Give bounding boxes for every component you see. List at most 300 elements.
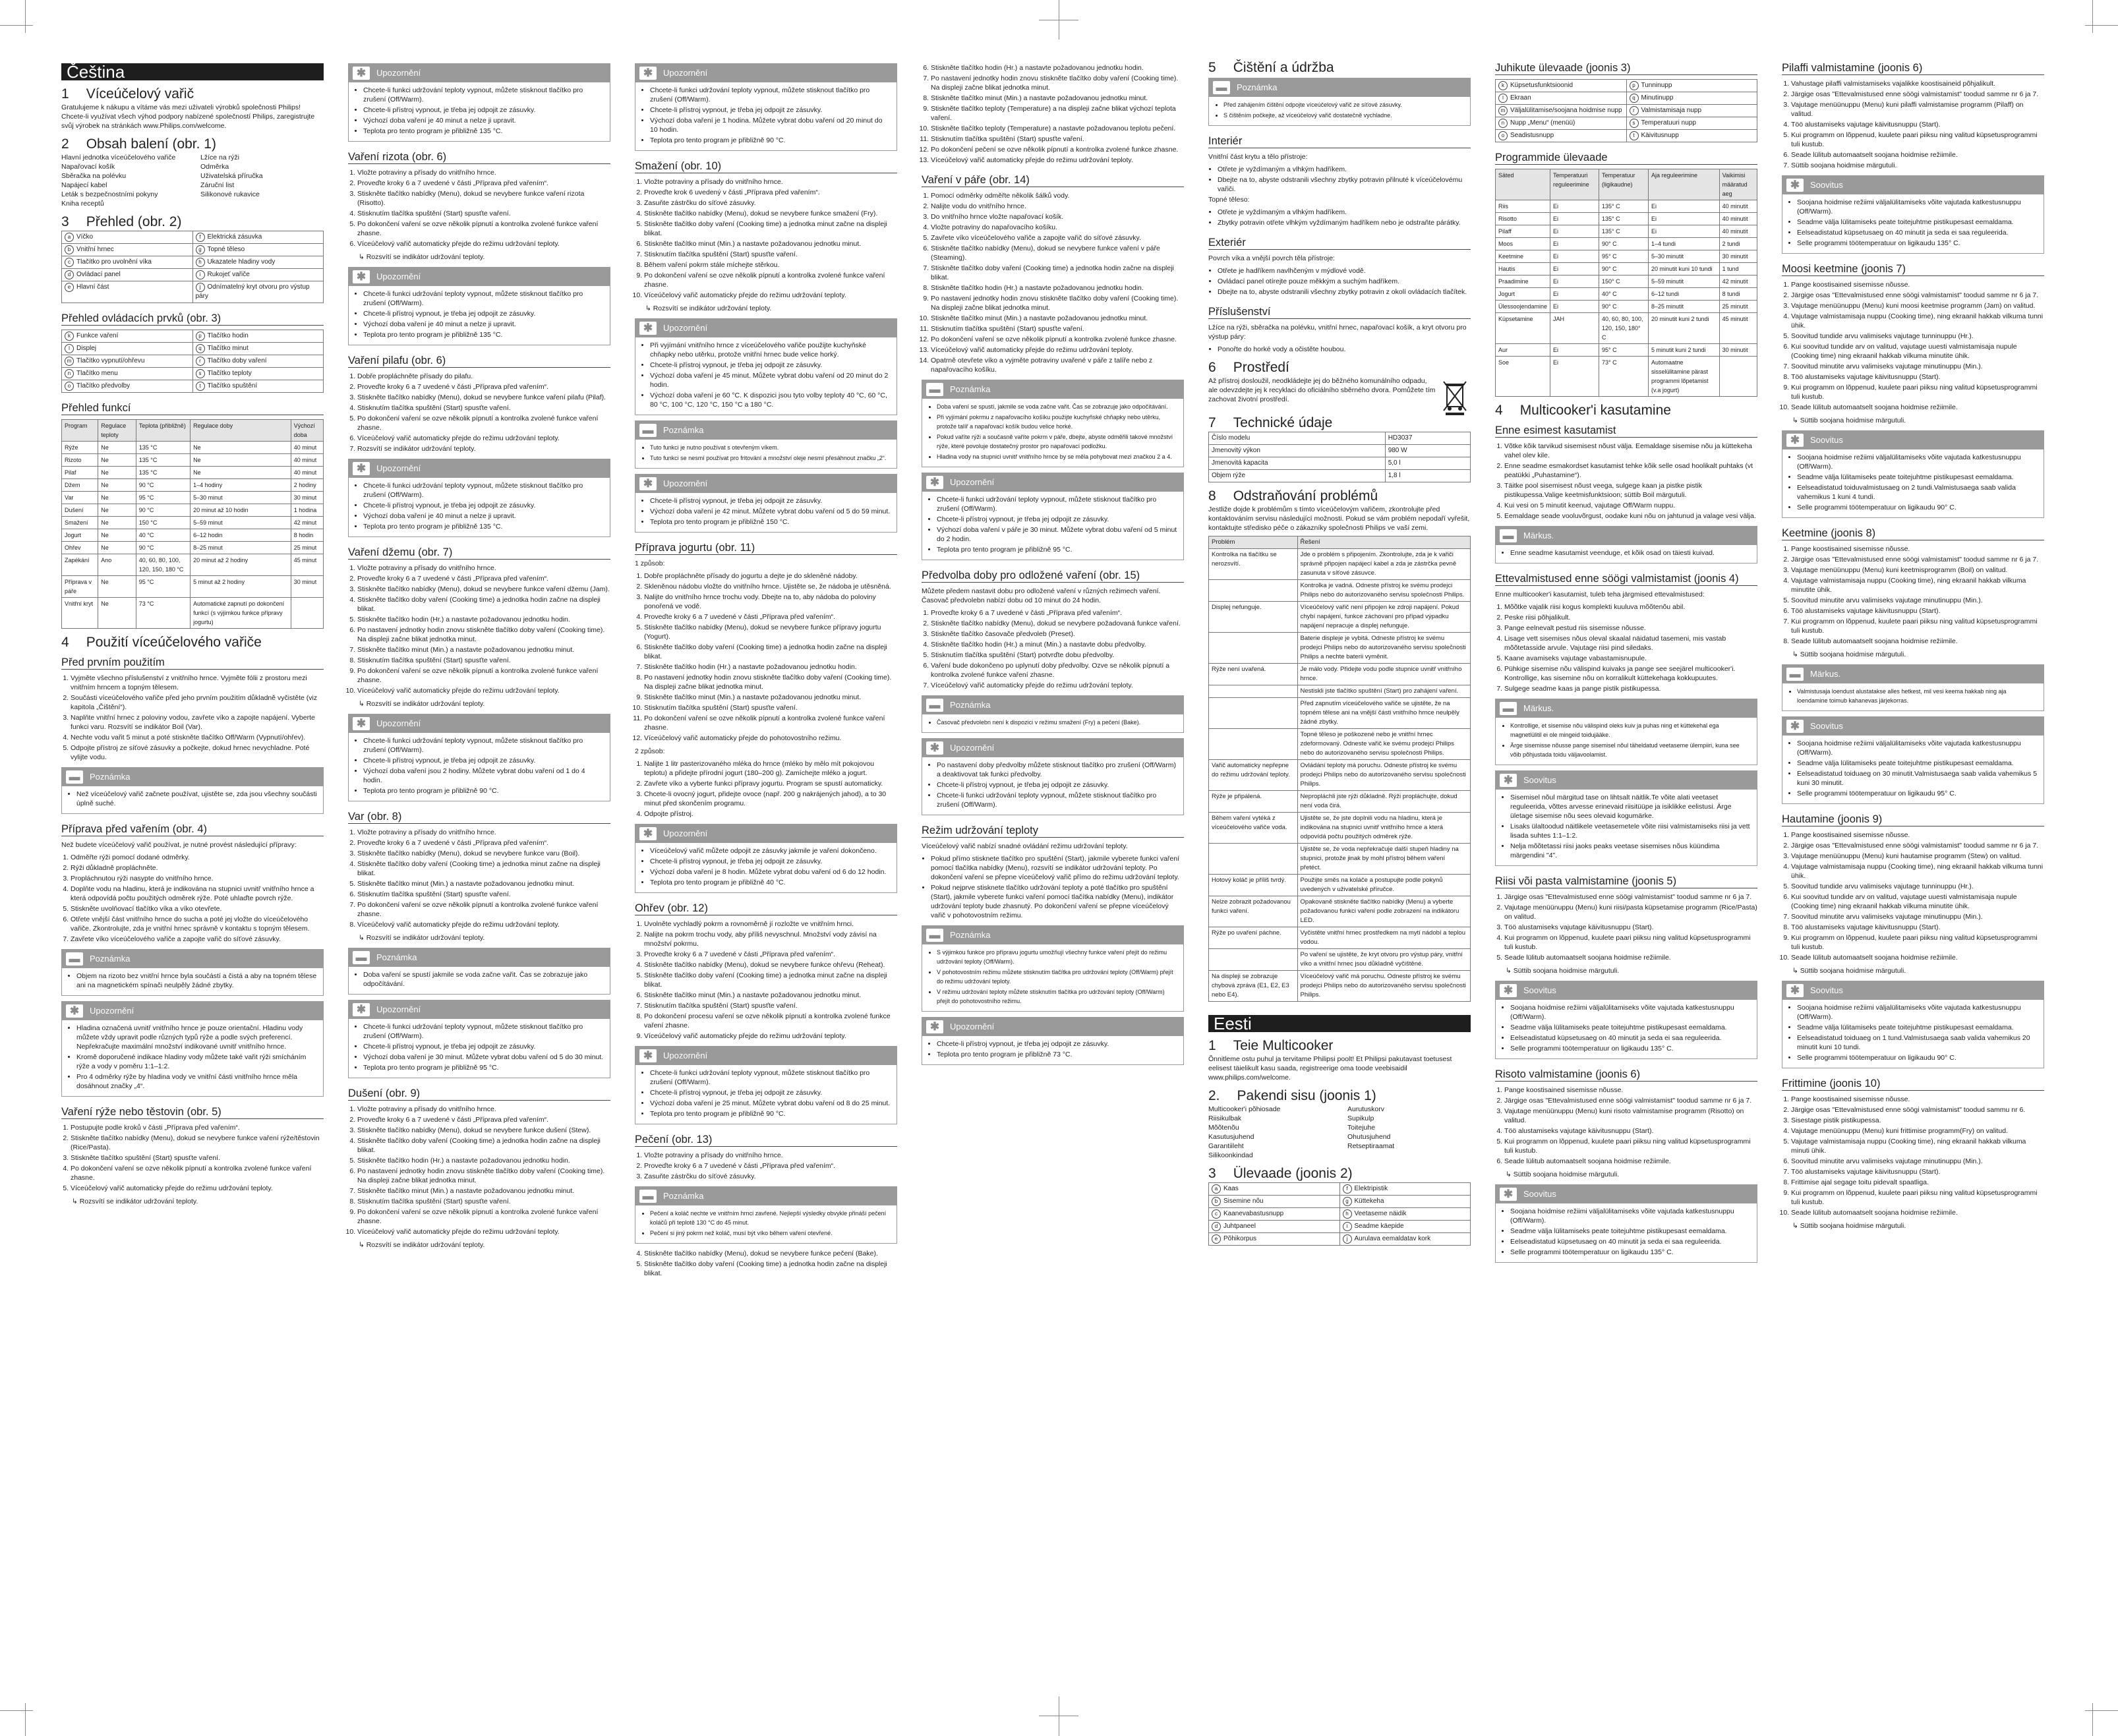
table-cell: 20 minut až 10 hodin — [191, 504, 291, 517]
steps-list — [348, 564, 610, 695]
table-cell: Ei — [1550, 213, 1599, 225]
list-item: 3. Stiskněte tlačítko nabídky (Menu), dokud se nevybere funkce vaření rizota (Risotto). — [357, 189, 610, 208]
steps-list — [635, 1151, 897, 1181]
list-item: • Výchozí doba vaření je 40 minut a nelze ji upravit. — [363, 320, 604, 329]
table-row — [62, 244, 324, 256]
crop-mark — [25, 1703, 26, 1736]
part-label: Elektrická zásuvka — [207, 233, 262, 241]
tip-box: ✱ Soovitus • Soojana hoidmise režiimi väljalülitamiseks võite vajutada katkestusnuppu (Off/Warm). • Seadme välja lülitamiseks peate toitejuhtme pistikupesast eemaldama. • Eelseadistatud küpsetusaeg on 40 minutit ja seda ei saa reguleerida. • Selle programmi töötemperatuur on ligikaudu 135° C. — [1495, 1184, 1757, 1263]
list-item: 1. Võtke kõik tarvikud sisemisest nõust välja. Eemaldage sisemise nõu ja küttekeha vahel olev kile. — [1504, 442, 1757, 460]
table-cell: 40, 60, 80, 100, 120, 150, 180° C — [1599, 313, 1648, 344]
wheelie-bin-crossed-icon — [1442, 379, 1468, 416]
list-item: Lžíce na rýži — [200, 154, 239, 161]
list-item: • Soojana hoidmise režiimi väljalülitamiseks võite vajutada katkestusnuppu (Off/Warm). — [1797, 453, 2038, 471]
list-item: 6. Víceúčelový vařič automaticky přejde do režimu udržování teploty. — [357, 434, 610, 443]
list-item: Sběračka na polévku — [61, 172, 127, 180]
caution-icon: ✱ — [353, 270, 370, 283]
table-cell: 6–12 hodin — [191, 529, 291, 542]
part-label: Displej — [76, 345, 97, 352]
list-item: • Výchozí doba vaření je 40 minut a nelze ji upravit. — [363, 511, 604, 521]
tip-icon: ✱ — [1786, 179, 1804, 192]
table-row — [1209, 470, 1471, 482]
table-cell: Praadimine — [1496, 275, 1550, 288]
list-item: • Výchozí doba vaření v páře je 30 minut. Můžete vybrat dobu vaření od 5 minut do 2 hodin. — [937, 525, 1178, 544]
column-6: Juhikute ülevaade (joonis 3) k Küpsetusfunktsioonid p Tunninupp l Ekraan q Minutinupp m Väljalülitamise/soojana hoidmise nupp r Valmistamisaja nupp n Nupp „Menu“ (menüü) s Temperatuuri nupp o Seadistusnupp t Käivitusnupp Programmide ülevaade Säted Temperatuuri reguleerimine Temperatuur (ligikaudne) Aja reguleerimine Vaikimisi määratud aeg Riis Ei 135° C Ei 40 minutit Risotto Ei 135° C Ei 40 minutit Pilaff Ei 135° C Ei 40 minutit Moos Ei 90° C 1–4 tundi 2 tundi Keetmine Ei 95° C 5–30 minutit 30 minutit Hautis Ei 90° C 20 minutit kuni 10 tundi 1 tund Praadimine Ei 150° C 5–59 minutit 42 minutit Jogurt Ei 40° C 6–12 tundi 8 tundi Ülessoojendamine Ei 90° C 8–25 minutit 25 minutit Küpsetamine JAH 40, 60, 80, 100, 120, 150, 180° C 20 minutit kuni 2 tundi 45 minutit Aur Ei 95° C 5 minutit kuni 2 tundi 30 minutit Soe Ei 73° C Automaatne sisselülitamine pärast programmi lõpetamist (v.a jogurt) 4 Multicooker'i kasutamine Enne esimest kasutamist 1. Võtke kõik tarvikud sisemisest nõust välja. Eemaldage sisemise nõu ja küttekeha vahel olev kile. 2. Enne seadme esmakordset kasutamist tehke kõik selle osad hoolikalt puhtaks (vt peatükki „Puhastamine“). 3. Täitke pool sisemisest nõust veega, sulgege kaan ja pistke pistik pistikupessa.Valige keetmisfunktsioon; süttib Boil märgutuli. 4. Kui vesi on 5 minutit keenud, vajutage Off/Warm nuppu. 5. Eemaldage seade vooluvõrgust, oodake kuni nõu on jahtunud ja valage vesi välja. ▬ Märkus. • Enne seadme kasutamist veenduge, et kõik osad on täiesti kuivad. Ettevalmistused enne söögi valmistamist (joonis 4) Enne multicooker'i kasutamist, tuleb teha järgmised ettevalmistused: 1. Mõõtke vajalik riisi kogus komplekti kuuluva mõõtenõu abil. 2. Peske riisi põhjalikult. 3. Pange eelnevalt pestud riis sisemisse nõusse. 4. Lisage vett sisemises nõus oleval skaalal näidatud tasemeni, mis vastab mõõtetasside arvule. Vajutage riisi pind siledaks. 5. Kaane avamiseks vajutage vabastamisnupule. 6. Pühkige sisemise nõu välispind kuivaks ja pange see seejärel multicooker'i. Kontrollige, kas sisemine nõu on korralikult küttekehaga kokkupuutes. 7. Sulgege seadme kaas ja pange pistik pistikupessa. ▬ Märkus. • Kontrollige, et sisemise nõu välispind oleks kuiv ja puhas ning et küttekehal ega magnetlülitil ei ole mingeid toidujääke. • Ärge sisemisse nõusse pange sisemisel nõul täheldatud veetaseme ülempiiri, kuna see võib põhjustada toidu väljavoolamist. ✱ Soovitus • Sisemisel nõul märgitud tase on lihtsalt näitlik.Te võite alati veetaset reguleerida, võttes arvesse erinevaid riisitüüpe ja isiklikke eelistusi. Ärge ületage sisemise nõu sees olevaid kogumärke. • Lisaks ülaltoodud näitlikele veetasemetele võite riisi valmistamiseks riisi ja vett lisada suhtes 1:1–1:2. • Nelja mõõtetassi riisi jaoks peaks veetase sisemises nõus küündima märgendini "4". Riisi või pasta valmistamine (joonis 5) 1. Järgige osas "Ettevalmistused enne söögi valmistamist" toodud samme nr 6 ja 7. 2. Vajutage menüünuppu (Menu) kuni riisi/pasta küpsetamise programm (Rice/Pasta) on valitud. 3. Töö alustamiseks vajutage käivitusnuppu (Start). 4. Kui programm on lõppenud, kuulete paari piiksu ning valitud küpsetusprogrammi tuli kustub. 5. Seade lülitub automaatselt soojana hoidmise režiimile. ↳ Süttib soojana hoidmise märgutuli. ✱ Soovitus • Soojana hoidmise režiimi väljalülitamiseks võite vajutada katkestusnuppu (Off/Warm). • Seadme välja lülitamiseks peate toitejuhtme pistikupesast eemaldama. • Eelseadistatud küpsetusaeg on 40 minutit ja seda ei saa reguleerida. • Selle programmi töötemperatuur on ligikaudu 135° C. Risoto valmistamine (joonis 6) 1. Pange koostisained sisemisse nõusse. 2. Järgige osas "Ettevalmistused enne söögi valmistamist" toodud samme nr 6 ja 7. 3. Vajutage menüünuppu (Menu) kuni risoto valmistamise programm (Risotto) on valitud. 4. Töö alustamiseks vajutage käivitusnuppu (Start). 5. Kui programm on lõppenud, kuulete paari piiksu ning valitud küpsetusprogrammi tuli kustub. 6. Seade lülitub automaatselt soojana hoidmise režiimile. ↳ Süttib soojana hoidmise märgutuli. ✱ Soovitus • Soojana hoidmise režiimi väljalülitamiseks võite vajutada katkestusnuppu (Off/Warm). • Seadme välja lülitamiseks peate toitejuhtme pistikupesast eemaldama. • Eelseadistatud küpsetusaeg on 40 minutit ja seda ei saa reguleerida. • Selle programmi töötemperatuur on ligikaudu 135° C. — [1495, 63, 1757, 1268]
list-item: 3. Naplňte vnitřní hrnec z poloviny vodou, zavřete víko a zapojte napájení. Vyberte funkci varu. Rozsvítí se indikátor Boil (Var). — [71, 713, 324, 732]
list-item: 8. Během vaření pokrm stále míchejte stěrkou. — [644, 260, 897, 270]
list-item: 1. Dobře propláchněte přísady do jogurtu a dejte je do skleněné nádoby. — [644, 571, 897, 581]
note-icon: ▬ — [639, 1190, 657, 1203]
caution-box: ✱ Upozornění • Chcete-li funkci udržování teploty vypnout, můžete stisknout tlačítko pro zrušení (Off/Warm). • Chcete-li přístroj vypnout, je třeba jej odpojit ze zásuvky. • Výchozí doba vaření v páře je 30 minut. Můžete vybrat dobu vaření od 5 minut do 2 hodin. • Teplota pro tento program je přibližně 95 °C. — [922, 473, 1184, 560]
list-item: 4. Nechte vodu vařit 5 minut a poté stiskněte tlačítko Off/Warm (Vypnutí/ohřev). — [71, 733, 324, 742]
list-item: 1. Pange koostisained sisemisse nõusse. — [1791, 280, 2044, 289]
list-item: 9. Stiskněte tlačítko minut (Min.) a nastavte požadovanou jednotku minut. — [644, 693, 897, 702]
table-cell: Pilaf — [62, 467, 98, 479]
table-cell: 73 °C — [136, 598, 190, 629]
list-item: Silikoonkindad — [1208, 1151, 1253, 1159]
steps-list — [348, 1105, 610, 1236]
table-cell: Keetmine — [1496, 250, 1550, 263]
table-row — [1496, 213, 1757, 225]
caution-box: ✱ Upozornění • Chcete-li funkci udržování teploty vypnout, můžete stisknout tlačítko pro zrušení (Off/Warm). • Chcete-li přístroj vypnout, je třeba jej odpojit ze zásuvky. • Výchozí doba vaření je 1 hodina. Můžete vybrat dobu vaření od 20 minut do 10 hodin. • Teplota pro tento program je přibližně 90 °C. — [635, 63, 897, 151]
list-item: 5. Víceúčelový vařič automaticky přejde do režimu udržování teploty. — [71, 1184, 324, 1193]
callout-letter: l — [1498, 94, 1508, 103]
table-cell: 135° C — [1599, 213, 1648, 225]
list-item: • Chcete-li funkci udržování teploty vypnout, můžete stisknout tlačítko pro zrušení (Off/Warm). — [937, 495, 1178, 513]
list-item: 4. Kui programm on lõppenud, kuulete paari piiksu ning valitud küpsetusprogrammi tuli kustub. — [1504, 933, 1757, 952]
list-item: 6. Vaření bude dokončeno po uplynutí doby předvolby. Ozve se několik pípnutí a kontrolka zvolené funkce vaření zhasne. — [931, 661, 1184, 680]
list-item: 9. Kui programm on lõppenud, kuulete paari piiksu ning valitud küpsetusprogrammi tuli kustub. — [1791, 933, 2044, 952]
steps-list — [1495, 1085, 1757, 1166]
list-item: • Teplota pro tento program je přibližně 95 °C. — [363, 1063, 604, 1072]
steps-list — [922, 608, 1184, 690]
table-cell: Nestiskli jste tlačítko spuštění (Start) pro zahájení vaření. — [1297, 685, 1470, 698]
table-cell: 1 tund — [1719, 263, 1757, 275]
functions-table — [61, 419, 324, 629]
column-header: Regulace doby — [191, 420, 291, 442]
part-label: Tlačítko hodin — [207, 332, 249, 339]
table-row — [1209, 729, 1471, 760]
list-item: • Pečení si jiný pokrm než koláč, musí být víko během vaření otevřené. — [650, 1229, 891, 1238]
package-list-right — [200, 153, 324, 208]
list-item: 3. Zasuňte zástrčku do síťové zásuvky. — [644, 198, 897, 208]
table-header-row — [1209, 536, 1471, 549]
list-item: 4. Stisknutím tlačítka spuštění (Start) spusťte vaření. — [357, 403, 610, 413]
list-item: 6. Stiskněte tlačítko minut (Min.) a nastavte požadovanou jednotku minut. — [644, 239, 897, 248]
table-cell: 25 minut — [291, 542, 323, 554]
part-label: Ekraan — [1510, 94, 1531, 101]
list-item: 1. Pange koostisained sisemisse nõusse. — [1791, 1095, 2044, 1104]
caution-box: ✱ Upozornění • Po nastavení doby předvolby můžete stisknout tlačítko pro zrušení (Off/Warm) a deaktivovat tak funkci předvolby. • Chcete-li přístroj vypnout, je třeba jej odpojit ze zásuvky. • Chcete-li funkci udržování teploty vypnout, můžete stisknout tlačítko pro zrušení (Off/Warm). — [922, 738, 1184, 815]
list-item: 5. Po dokončení vaření se ozve několik pípnutí a kontrolka zvolené funkce vaření zhasne. — [357, 219, 610, 238]
caution-box: ✱ Upozornění • Chcete-li funkci udržování teploty vypnout, můžete stisknout tlačítko pro zrušení (Off/Warm). • Chcete-li přístroj vypnout, je třeba jej odpojit ze zásuvky. • Výchozí doba vaření jsou 2 hodiny. Můžete vybrat dobu vaření od 1 do 4 hodin. • Teplota pro tento program je přibližně 90 °C. — [348, 714, 610, 801]
section-heading: 1 Víceúčelový vařič — [61, 86, 194, 101]
note-box: ▬ Märkus. • Kontrollige, et sisemise nõu välispind oleks kuiv ja puhas ning et küttekehal ega magnetlülitil ei ole mingeid toidujääke. • Ärge sisemisse nõusse pange sisemisel nõul täheldatud veetaseme ülempiiri, kuna see võib põhjustada toidu väljavoolamist. — [1495, 699, 1757, 765]
list-item: 1. Vahustage pilaffi valmistamiseks vajalikke koostisaineid põhjalikult. — [1791, 79, 2044, 88]
list-item: 2. Nalijte vodu do vnitřního hrnce. — [931, 202, 1184, 211]
subsection-heading: Frittimine (joonis 10) — [1782, 1079, 2044, 1091]
table-cell: Víceúčelový vařič má poruchu. Odneste přístroj ke svému prodejci Philips nebo do autorizovaného servisu společnosti Philips. — [1297, 971, 1470, 1002]
list-item: • Dbejte na to, abyste odstranili všechny zbytky potravin přilnuté k víceúčelovému vařiči. — [1218, 175, 1471, 194]
table-cell: 5 minutit kuni 2 tundi — [1648, 344, 1719, 357]
list-item: 1. Dobře propláchněte přísady do pilafu. — [357, 372, 610, 381]
table-cell: 30 minut — [291, 492, 323, 504]
table-row — [62, 454, 324, 467]
list-item: • Kromě doporučené indikace hladiny vody můžete také vařit rýži smícháním rýže a vody v poměru 1:1–1:2. — [76, 1053, 318, 1071]
callout-letter: t — [1630, 131, 1639, 140]
list-item: 5. Stiskněte tlačítko doby vaření (Cooking time) a jednotka minut začne na displeji blikat. — [644, 219, 897, 238]
list-item: 6. Po nastavení jednotky hodin znovu stiskněte tlačítko doby vaření (Cooking time). Na displeji začne blikat jednotka minut. — [357, 625, 610, 644]
table-row — [1209, 844, 1471, 875]
list-item: 7. Stiskněte tlačítko doby vaření (Cooking time) a jednotka hodin začne na displeji blikat. — [931, 264, 1184, 282]
list-item: 3. Töö alustamiseks vajutage käivitusnuppu (Start). — [1504, 923, 1757, 932]
part-label: Tlačítko předvolby — [76, 382, 131, 390]
table-cell: 8 tundi — [1719, 288, 1757, 301]
package-list-left — [61, 153, 185, 208]
list-item: • Chcete-li přístroj vypnout, je třeba jej odpojit ze zásuvky. — [650, 857, 891, 866]
column-header: Problém — [1209, 536, 1298, 549]
note-icon: ▬ — [1213, 81, 1230, 94]
list-item: Silikonové rukavice — [200, 190, 260, 198]
list-item: 10. Stiskněte tlačítko minut (Min.) a nastavte požadovanou jednotku minut. — [931, 314, 1184, 323]
table-row — [62, 598, 324, 629]
list-item: 3. Stiskněte tlačítko nabídky (Menu), dokud se nevybere funkce dušení (Stew). — [357, 1126, 610, 1135]
column-header: Teplota (přibližně) — [136, 420, 190, 442]
list-item: 3. Vajutage menüünuppu (Menu) kuni hautamise programm (Stew) on valitud. — [1791, 852, 2044, 861]
table-cell: 2 hodiny — [291, 479, 323, 492]
part-label: Minutinupp — [1641, 94, 1674, 101]
table-cell: 30 minut — [291, 576, 323, 598]
list-item: • Teplota pro tento program je přibližně 150 °C. — [650, 517, 891, 527]
list-item: 3. Do vnitřního hrnce vložte napařovací košík. — [931, 212, 1184, 221]
table-row — [1209, 445, 1471, 457]
list-item: 3. Stiskněte tlačítko nabídky (Menu), dokud se nevybere funkce vaření džemu (Jam). — [357, 585, 610, 594]
list-item: 4. Stiskněte tlačítko nabídky (Menu), dokud se nevybere funkce ohřevu (Reheat). — [644, 960, 897, 969]
list-item: 1. Nalijte 1 litr pasterizovaného mléka do hrnce (mléko by mělo mít pokojovou teplotu) a přidejte přírodní jogurt (180–200 g). Zamíchejte mléko a jogurt. — [644, 759, 897, 778]
list-item: 5. Stiskněte tlačítko minut (Min.) a nastavte požadovanou jednotku minut. — [357, 879, 610, 888]
list-item: 5. Odpojte přístroj ze síťové zásuvky a počkejte, dokud hrnec nevychladne. Poté vylijte vodu. — [71, 743, 324, 762]
part-label: Tlačítko menu — [76, 370, 118, 377]
table-cell: Nelze zobrazit požadovanou funkci vaření. — [1209, 896, 1298, 927]
table-cell: Baterie displeje je vybitá. Odneste přístroj ke svému prodejci Philips nebo do autorizovaného servisu společnosti Philips a nechte baterii vyměnit. — [1297, 633, 1470, 664]
table-cell: 95° C — [1599, 250, 1648, 263]
list-item: 6. Pühkige sisemise nõu välispind kuivaks ja pange see seejärel multicooker'i. Kontrollige, kas sisemine nõu on korralikult küttekehaga kokkupuutes. — [1504, 664, 1757, 683]
caution-box: ✱ Upozornění • Hladina označená uvnitř vnitřního hrnce je pouze orientační. Hladinu vody můžete vždy upravit podle různých typů rýže a podle svých preferencí. Nepřekračujte maximální množství indikované uvnitř vnitřního hrnce. • Kromě doporučené indikace hladiny vody můžete také vařit rýži smícháním rýže a vody v poměru 1:1–1:2. • Pro 4 odměrky rýže by hladina vody ve vnitřní části vnitřního hrnce měla dosáhnout značky „4“. — [61, 1001, 324, 1097]
list-item: 4. Proveďte kroky 6 a 7 uvedené v části „Příprava před vařením“. — [644, 612, 897, 622]
caution-box: ✱ Upozornění • Chcete-li funkci udržování teploty vypnout, můžete stisknout tlačítko pro zrušení (Off/Warm). • Chcete-li přístroj vypnout, je třeba jej odpojit ze zásuvky. • Výchozí doba vaření je 40 minut a nelze ji upravit. • Teplota pro tento program je přibližně 135 °C. — [348, 267, 610, 345]
part-label: Väljalülitamise/soojana hoidmise nupp — [1510, 107, 1622, 114]
table-cell: Jogurt — [1496, 288, 1550, 301]
steps-list — [635, 919, 897, 1041]
section-heading: 2. Pakendi sisu (joonis 1) — [1208, 1088, 1376, 1103]
table-cell: 20 minutit kuni 10 tundi — [1648, 263, 1719, 275]
table-cell: Soe — [1496, 357, 1550, 397]
subsection-heading: Předvolba doby pro odložené vaření (obr. 15) — [922, 571, 1184, 583]
list-item: 4. Stiskněte tlačítko doby vaření (Cooking time) a jednotka minut začne na displeji blikat. — [357, 859, 610, 878]
table-cell: 40 minutit — [1719, 200, 1757, 213]
list-item: Leták s bezpečnostními pokyny — [61, 190, 158, 198]
crop-mark — [2092, 0, 2093, 33]
list-item: • Seadme välja lülitamiseks peate toitejuhtme pistikupesast eemaldama. — [1797, 217, 2038, 227]
list-item: • S výjimkou funkce pro přípravu jogurtu umožňují všechny funkce vaření přejít do režimu udržování teploty (Off/Warm). — [937, 948, 1178, 966]
note-icon: ▬ — [639, 424, 657, 437]
callout-letter: p — [1630, 81, 1639, 90]
list-item: 9. Po nastavení jednotky hodin znovu stiskněte tlačítko doby vaření (Cooking time). Na displeji začne blikat jednotka minut. — [931, 294, 1184, 312]
table-row — [62, 529, 324, 542]
callout-letter: d — [65, 270, 74, 279]
table-cell: 90 °C — [136, 504, 190, 517]
list-item: • Teplota pro tento program je přibližně 73 °C. — [937, 1050, 1178, 1059]
list-item: 4. Stisknutím tlačítka spuštění (Start) spusťte vaření. — [357, 209, 610, 218]
callout-letter: c — [1212, 1209, 1221, 1219]
column-header: Vaikimisi määratud aeg — [1719, 169, 1757, 200]
note-box: ▬ Poznámka • Tuto funkci je nutno používat s otevřeným víkem. • Tuto funkci se nesmí používat pro fritování a množství oleje nesmí přesáhnout značku „2“. — [635, 420, 897, 469]
list-item: 1. Pomocí odměrky odměřte několik šálků vody. — [931, 191, 1184, 200]
intro-text: Gratulujeme k nákupu a vítáme vás mezi uživateli výrobků společnosti Philips! Chcete-li využívat všech výhod podpory nabízené společností Philips, zaregistrujte svůj výrobek na stránkách www.Philips.com/welcome. — [61, 103, 315, 130]
table-cell: Hautis — [1496, 263, 1550, 275]
tip-box: ✱ Soovitus • Sisemisel nõul märgitud tase on lihtsalt näitlik.Te võite alati veetaset reguleerida, võttes arvesse erinevaid riisitüüpe ja isiklikke eelistusi. Ärge ületage sisemise nõu sees olevaid kogumärke. • Lisaks ülaltoodud näitlikele veetasemetele võite riisi valmistamiseks riisi ja vett lisada suhtes 1:1–1:2. • Nelja mõõtetassi riisi jaoks peaks veetase sisemises nõus küündima märgendini "4". — [1495, 770, 1757, 866]
crop-mark — [2092, 1703, 2093, 1736]
column-5: 5 Čištění a údržba ▬ Poznámka • Před zahájením čištění odpojte víceúčelový vařič ze síťové zásuvky. • S čištěním počkejte, až víceúčelový vařič dostatečně vychladne. Interiér Vnitřní část krytu a tělo přístroje: • Otřete je vyždímaným a vlhkým hadříkem. • Dbejte na to, abyste odstranili všechny zbytky potravin přilnuté k víceúčelovému vařiči. Topné těleso: • Otřete je vyždímaným a vlhkým hadříkem. • Zbytky potravin otřete vlhkým vyždímaným hadříkem nebo je odstraňte párátky. Exteriér Povrch víka a vnější povrch těla přístroje: • Otřete je hadříkem navlhčeným v mýdlové vodě. • Ovládací panel otírejte pouze měkkým a suchým hadříkem. • Dbejte na to, abyste odstranili všechny zbytky potravin z okolí ovládacích tlačítek. Příslušenství Lžíce na rýži, sběračka na polévku, vnitřní hrnec, napařovací košík, a kryt otvoru pro výstup páry: • Ponořte do horké vody a očistěte houbou. 6 Prostředí Až přístroj dosloužil, neodkládejte jej do běžného komunálního odpadu, ale odevzdejte jej k recyklaci do oficiálního sběrného dvora. Pomůžete tím zachovat životní prostředí. 7 Technické údaje Číslo modelu HD3037 Jmenovitý výkon 980 W Jmenovitá kapacita 5,0 l Objem rýže 1,8 l 8 Odstraňování problémů Jestliže dojde k problémům s tímto víceúčelovým vařičem, zkontrolujte před kontaktováním servisu následující možnosti. Pokud se vám problém nepodaří vyřešit, kontaktujte středisko péče o zákazníky společnosti Philips ve vaší zemi. Problém Řešení Kontrolka na tlačítku se nerozsvítí. Jde o problém s připojením. Zkontrolujte, zda je k vařiči správně připojen napájecí kabel a zda je zástrčka pevně zasunuta v síťové zásuvce. Kontrolka je vadná. Odneste přístroj ke svému prodejci Philips nebo do autorizovaného servisu společnosti Philips. Displej nefunguje. Víceúčelový vařič není připojen ke zdroji napájení. Pokud chybí napájení, funkce záchovaní pro případ výpadku napájení nepracuje a displej nefunguje. Baterie displeje je vybitá. Odneste přístroj ke svému prodejci Philips nebo do autorizovaného servisu společnosti Philips a nechte baterii vyměnit. Rýže není uvařená. Je málo vody. Přidejte vodu podle stupnice uvnitř vnitřního hrnce. Nestiskli jste tlačítko spuštění (Start) pro zahájení vaření. Před zapnutím víceúčelového vařiče se ujistěte, že na topném tělese ani na vnější části vnitřního hrnce neulpěly žádné zbytky. Topné těleso je poškozené nebo je vnitřní hrnec zdeformovaný. Odneste vařič ke svému prodejci Philips nebo do autorizovaného servisu společnosti Philips. Vařič automaticky nepřepne do režimu udržování teploty. Ovládání teploty má poruchu. Odneste přístroj ke svému prodejci Philips nebo do autorizovaného servisu společnosti Philips. Rýže je připálená. Nepropláchli jste rýži důkladně. Rýži propláchujte, dokud není voda čirá. Během vaření vytéká z víceúčelového vařiče voda. Ujistěte se, že jste doplnili vodu na hladinu, která je indikována na stupnici uvnitř vnitřního hrnce a která odpovídá počtu použitých odměrek rýže. Ujistěte se, že voda nepřekračuje další stupeň hladiny na stupnici, protože jinak by mohl přístroj během vaření přetéct. Hotový koláč je příliš tvrdý. Použijte směs na koláče a postupujte podle pokynů uvedených v uživatelské příručce. Nelze zobrazit požadovanou funkci vaření. Opakovaně stiskněte tlačítko nabídky (Menu) a vyberte požadovanou funkci vaření podle zobrazení na indikátoru LED. Rýže po uvaření páchne. Vyčistěte vnitřní hrnec prostředkem na mytí nádobí a teplou vodou. Po vaření se ujistěte, že kryt otvoru pro výstup páry, vnitřní víko a vnitřní hrnec jsou důkladně vyčištěné. Na displeji se zobrazuje chybová zpráva (E1, E2, E3 nebo E4). Víceúčelový vařič má poruchu. Odneste přístroj ke svému prodejci Philips nebo do autorizovaného servisu společnosti Philips. Eesti 1 Teie Multicooker Õnnitleme ostu puhul ja tervitame Philipsi poolt! Et Philipsi pakutavast toetusest eelisest täielikult kasu saada, registreerige oma toode veebisaidil www.philips.com/welcome. 2. Pakendi sisu (joonis 1) Multicooker'i põhiosade Riisikulbak Mõõtenõu Kasutusjuhend Garantiileht Silikoonkindad Aurutuskorv Supikulp Toitejuhe Ohutusjuhend Retseptiraamat 3 Ülevaade (joonis 2) a Kaas f Elektripistik b Sisemine nõu g Küttekeha c Kaanevabastusnupp h Veetaseme näidik d Juhtpaneel i Seadme käepide e Põhikorpus j Aurulava eemaldatav kork — [1208, 63, 1471, 1251]
list-item: 10. Seade lülitub automaatselt soojana hoidmise režiimile. — [1791, 403, 2044, 412]
table-row — [62, 479, 324, 492]
table-cell: Ne — [98, 576, 136, 598]
list-item: 8. Po nastavení jednotky hodin znovu stiskněte tlačítko doby vaření (Cooking time). Na displeji začne blikat jednotka minut. — [644, 673, 897, 691]
caution-icon: ✱ — [353, 67, 370, 80]
list-item: 5. Soovitud tundide arvu valimiseks vajutage tunninuppu (Hr.). — [1791, 882, 2044, 891]
list-item: 13. Víceúčelový vařič automaticky přejde do režimu udržování teploty. — [931, 345, 1184, 355]
part-label: Valmistamisaja nupp — [1641, 107, 1702, 114]
table-cell: Rýže — [62, 442, 98, 454]
note-box: ▬ Poznámka • Doba vaření se spustí, jakmile se voda začne vařit. Čas se zobrazuje jako odpočítávání. • Při vyjímání pokrmu z napařovacího košíku použijte kuchyňské chňapky nebo utěrku, protože talíř a napařovací košík budou velice horké. • Pokud vaříte rýži a současně vaříte pokrm v páře, dbejte, abyste odměřili takové množství rýže, které povoluje dostatečný prostor pro napařovací podložku. • Hladina vody na stupnici uvnitř vnitřního hrnce by se měla pohybovat mezi značkou 2 a 4. — [922, 380, 1184, 467]
tip-box: ✱ Soovitus • Soojana hoidmise režiimi väljalülitamiseks võite vajutada katkestusnuppu (Off/Warm). • Seadme välja lülitamiseks peate toitejuhtme pistikupesast eemaldama. • Eelseadistatud toiduaeg on 30 minutit.Valmistusaega saab valida vahemikus 5 kuni 30 minutit. • Selle programmi töötemperatuur on ligikaudu 95° C. — [1782, 716, 2044, 804]
steps-list — [1782, 79, 2044, 170]
callout-letter: e — [65, 283, 74, 292]
table-cell: 40 minut — [291, 467, 323, 479]
list-item: • Výchozí doba vaření je 42 minut. Můžete vybrat dobu vaření od 5 do 59 minut. — [650, 507, 891, 516]
caution-box: ✱ Upozornění • Chcete-li funkci udržování teploty vypnout, můžete stisknout tlačítko pro zrušení (Off/Warm). • Chcete-li přístroj vypnout, je třeba jej odpojit ze zásuvky. • Výchozí doba vaření je 40 minut a nelze ji upravit. • Teplota pro tento program je přibližně 135 °C. — [348, 459, 610, 537]
list-item: • Časovač předvolebn není k dispozici v režimu smažení (Fry) a pečení (Bake). — [937, 718, 1178, 727]
list-item: • Pokud přímo stisknete tlačítko pro spuštění (Start), jakmile vyberete funkci vaření pomocí tlačítka nabídky (Menu), rozsvítí se indikátor udržování teploty. Po dokončení vaření se přepne víceúčelový vařič přímo do režimu udržování teploty. — [931, 854, 1184, 882]
steps-list — [348, 828, 610, 929]
list-item: • Teplota pro tento program je přibližně 135 °C. — [363, 330, 604, 339]
list-item: 8. Seade lülitub automaatselt soojana hoidmise režiimile. — [1791, 637, 2044, 646]
table-cell: Zapékání — [62, 554, 98, 576]
list-item: • Výchozí doba vaření je 25 minut. Můžete vybrat dobu vaření od 8 do 25 minut. — [650, 1099, 891, 1108]
steps-list — [1495, 442, 1757, 521]
section-heading: 4 Použití víceúčelového vařiče — [61, 635, 262, 650]
crop-mark — [0, 1710, 33, 1711]
list-item: 13. Víceúčelový vařič automaticky přejde do režimu udržování teploty. — [931, 156, 1184, 165]
table-row — [1496, 92, 1757, 105]
controls-table-ee — [1495, 79, 1757, 142]
list-item: 8. Stisknutím tlačítka spuštění (Start) spusťte vaření. — [357, 656, 610, 665]
table-cell: 95 °C — [136, 492, 190, 504]
table-cell: 95 °C — [136, 576, 190, 598]
table-cell: Hotový koláč je příliš tvrdý. — [1209, 875, 1298, 896]
list-item: • Eelseadistatud toiduaeg on 1 tund.Valmistusaega saab valida vahemikus 20 minutit kuni 10 tundi. — [1797, 1033, 2038, 1052]
part-label: Tlačítko spuštění — [207, 382, 258, 390]
table-row — [1209, 1196, 1471, 1208]
column-2: ✱ Upozornění • Chcete-li funkci udržování teploty vypnout, můžete stisknout tlačítko pro zrušení (Off/Warm). • Chcete-li přístroj vypnout, je třeba jej odpojit ze zásuvky. • Výchozí doba vaření je 40 minut a nelze ji upravit. • Teplota pro tento program je přibližně 135 °C. Vaření rizota (obr. 6) 1. Vložte potraviny a přísady do vnitřního hrnce. 2. Proveďte kroky 6 a 7 uvedené v části „Příprava před vařením“. 3. Stiskněte tlačítko nabídky (Menu), dokud se nevybere funkce vaření rizota (Risotto). 4. Stisknutím tlačítka spuštění (Start) spusťte vaření. 5. Po dokončení vaření se ozve několik pípnutí a kontrolka zvolené funkce vaření zhasne. 6. Víceúčelový vařič automaticky přejde do režimu udržování teploty. ↳ Rozsvítí se indikátor udržování teploty. ✱ Upozornění • Chcete-li funkci udržování teploty vypnout, můžete stisknout tlačítko pro zrušení (Off/Warm). • Chcete-li přístroj vypnout, je třeba jej odpojit ze zásuvky. • Výchozí doba vaření je 40 minut a nelze ji upravit. • Teplota pro tento program je přibližně 135 °C. Vaření pilafu (obr. 6) 1. Dobře propláchněte přísady do pilafu. 2. Proveďte kroky 6 a 7 uvedené v části „Příprava před vařením“. 3. Stiskněte tlačítko nabídky (Menu), dokud se nevybere funkce vaření pilafu (Pilaf). 4. Stisknutím tlačítka spuštění (Start) spusťte vaření. 5. Po dokončení vaření se ozve několik pípnutí a kontrolka zvolené funkce vaření zhasne. 6. Víceúčelový vařič automaticky přejde do režimu udržování teploty. 7. Rozsvítí se indikátor udržování teploty. ✱ Upozornění • Chcete-li funkci udržování teploty vypnout, můžete stisknout tlačítko pro zrušení (Off/Warm). • Chcete-li přístroj vypnout, je třeba jej odpojit ze zásuvky. • Výchozí doba vaření je 40 minut a nelze ji upravit. • Teplota pro tento program je přibližně 135 °C. Vaření džemu (obr. 7) 1. Vložte potraviny a přísady do vnitřního hrnce. 2. Proveďte kroky 6 a 7 uvedené v části „Příprava před vařením“. 3. Stiskněte tlačítko nabídky (Menu), dokud se nevybere funkce vaření džemu (Jam). 4. Stiskněte tlačítko doby vaření (Cooking time) a jednotka hodin začne na displeji blikat. 5. Stiskněte tlačítko hodin (Hr.) a nastavte požadovanou jednotku hodin. 6. Po nastavení jednotky hodin znovu stiskněte tlačítko doby vaření (Cooking time). Na displeji začne blikat jednotka minut. 7. Stiskněte tlačítko minut (Min.) a nastavte požadovanou jednotku minut. 8. Stisknutím tlačítka spuštění (Start) spusťte vaření. 9. Po dokončení vaření se ozve několik pípnutí a kontrolka zvolené funkce vaření zhasne. 10. Víceúčelový vařič automaticky přejde do režimu udržování teploty. ↳ Rozsvítí se indikátor udržování teploty. ✱ Upozornění • Chcete-li funkci udržování teploty vypnout, můžete stisknout tlačítko pro zrušení (Off/Warm). • Chcete-li přístroj vypnout, je třeba jej odpojit ze zásuvky. • Výchozí doba vaření jsou 2 hodiny. Můžete vybrat dobu vaření od 1 do 4 hodin. • Teplota pro tento program je přibližně 90 °C. Var (obr. 8) 1. Vložte potraviny a přísady do vnitřního hrnce. 2. Proveďte kroky 6 a 7 uvedené v části „Příprava před vařením“. 3. Stiskněte tlačítko nabídky (Menu), dokud se nevybere funkce varu (Boil). 4. Stiskněte tlačítko doby vaření (Cooking time) a jednotka minut začne na displeji blikat. 5. Stiskněte tlačítko minut (Min.) a nastavte požadovanou jednotku minut. 6. Stisknutím tlačítka spuštění (Start) spusťte vaření. 7. Po dokončení vaření se ozve několik pípnutí a kontrolka zvolené funkce vaření zhasne. 8. Víceúčelový vařič automaticky přejde do režimu udržování teploty. ↳ Rozsvítí se indikátor udržování teploty. ▬ Poznámka • Doba vaření se spustí jakmile se voda začne vařit. Čas se zobrazuje jako odpočítávání. ✱ Upozornění • Chcete-li funkci udržování teploty vypnout, můžete stisknout tlačítko pro zrušení (Off/Warm). • Chcete-li přístroj vypnout, je třeba jej odpojit ze zásuvky. • Výchozí doba vaření je 30 minut. Můžete vybrat dobu vaření od 5 do 30 minut. • Teplota pro tento program je přibližně 95 °C. Dušení (obr. 9) 1. Vložte potraviny a přísady do vnitřního hrnce. 2. Proveďte kroky 6 a 7 uvedené v části „Příprava před vařením“. 3. Stiskněte tlačítko nabídky (Menu), dokud se nevybere funkce dušení (Stew). 4. Stiskněte tlačítko doby vaření (Cooking time) a jednotka hodin začne na displeji blikat. 5. Stiskněte tlačítko hodin (Hr.) a nastavte požadovanou jednotku hodin. 6. Po nastavení jednotky hodin znovu stiskněte tlačítko doby vaření (Cooking time). Na displeji začne blikat jednotka minut. 7. Stiskněte tlačítko minut (Min.) a nastavte požadovanou jednotku minut. 8. Stisknutím tlačítka spuštění (Start) spusťte vaření. 9. Po dokončení vaření se ozve několik pípnutí a kontrolka zvolené funkce vaření zhasne. 10. Víceúčelový vařič automaticky přejde do režimu udržování teploty. ↳ Rozsvítí se indikátor udržování teploty. — [348, 63, 610, 1250]
table-cell: HD3037 — [1385, 432, 1470, 445]
part-label: Hlavní část — [76, 283, 109, 291]
table-row — [1209, 1233, 1471, 1246]
list-item: • Selle programmi töötemperatuur on ligikaudu 95° C. — [1797, 789, 2038, 798]
list-item: • Soojana hoidmise režiimi väljalülitamiseks võite vajutada katkestusnuppu (Off/Warm). — [1797, 198, 2038, 216]
part-label: Tlačítko vypnutí/ohřevu — [76, 357, 145, 364]
list-item: 6. Kui soovitud tundide arv on valitud, vajutage uuesti valmistamisaja nupule (Cooking time) ning ekraanil hakkab vilkuma minutite ühik. — [1791, 892, 2044, 911]
list-item: Odměrka — [200, 163, 229, 171]
list-item: • Nelja mõõtetassi riisi jaoks peaks veetase sisemises nõus küündima märgendini "4". — [1510, 842, 1751, 860]
table-row — [62, 542, 324, 554]
caution-box: ✱ Upozornění • Chcete-li funkci udržování teploty vypnout, můžete stisknout tlačítko pro zrušení (Off/Warm). • Chcete-li přístroj vypnout, je třeba jej odpojit ze zásuvky. • Výchozí doba vaření je 40 minut a nelze ji upravit. • Teplota pro tento program je přibližně 135 °C. — [348, 63, 610, 142]
table-cell: 5–30 minutit — [1648, 250, 1719, 263]
list-item: 10. Seade lülitub automaatselt soojana hoidmise režiimile. — [1791, 1208, 2044, 1217]
caution-icon: ✱ — [639, 827, 657, 840]
list-item: • Chcete-li funkci udržování teploty vypnout, můžete stisknout tlačítko pro zrušení (Off/Warm). — [650, 1068, 891, 1087]
list-item: • V pohotovostním režimu můžete stisknutím tlačítka pro udržování teploty (Off/Warm) přejít do režimu udržování teploty. — [937, 968, 1178, 986]
list-item: 14. Opatrně otevřete víko a vyjměte potraviny uvařené v páře z talíře nebo z napařovacího košíku. — [931, 356, 1184, 374]
list-item: 10. Víceúčelový vařič automaticky přejde do režimu udržování teploty. — [357, 686, 610, 695]
part-label: Veetaseme näidik — [1354, 1210, 1407, 1217]
subsection-heading: Pečení (obr. 13) — [635, 1135, 897, 1147]
table-row — [1209, 1208, 1471, 1221]
list-item: 10. Víceúčelový vařič automaticky přejde do režimu udržování teploty. — [644, 291, 897, 300]
callout-letter: f — [196, 233, 205, 242]
programs-table-ee — [1495, 169, 1757, 397]
list-item: 1. Pange koostisained sisemisse nõusse. — [1504, 1085, 1757, 1095]
list-item: • Tuto funkci se nesmí používat pro fritování a množství oleje nesmí přesáhnout značku „2“. — [650, 453, 891, 463]
table-row — [62, 492, 324, 504]
list-item: • Dbejte na to, abyste odstranili všechny zbytky potravin z okolí ovládacích tlačítek. — [1218, 287, 1471, 297]
list-item: 2. Järgige osas "Ettevalmistused enne söögi valmistamist" toodud sammu nr 6. — [1791, 1105, 2044, 1114]
callout-letter: k — [1498, 81, 1508, 90]
subsection-heading: Dušení (obr. 9) — [348, 1089, 610, 1101]
list-item: 4. Vajutage valmistamisaja nuppu (Cooking time), ning ekraanil hakkab vilkuma minutite ühik. — [1791, 576, 2044, 594]
table-cell: 1 hodina — [291, 504, 323, 517]
table-cell: 1–4 tundi — [1648, 238, 1719, 250]
list-item: 3. Nalijte do vnitřního hrnce trochu vody. Dbejte na to, aby nádoba do poloviny ponořená ve vodě. — [644, 593, 897, 611]
list-item: • Teplota pro tento program je přibližně 90 °C. — [650, 136, 891, 145]
subsection-heading: Enne esimest kasutamist — [1495, 426, 1757, 438]
list-item: 3. Stiskněte tlačítko nabídky (Menu), dokud se nevybere funkce varu (Boil). — [357, 849, 610, 858]
table-cell: Ei — [1550, 357, 1599, 397]
section-heading: 8 Odstraňování problémů — [1208, 488, 1378, 504]
list-item: Záruční list — [200, 181, 235, 189]
list-item: 6. Po nastavení jednotky hodin znovu stiskněte tlačítko doby vaření (Cooking time). Na displeji začne blikat jednotka minut. — [357, 1167, 610, 1185]
part-label: Kaas — [1223, 1185, 1239, 1192]
list-item: • Výchozí doba vaření je 8 hodin. Můžete vybrat dobu vaření od 6 do 12 hodin. — [650, 867, 891, 877]
list-item: • Teplota pro tento program je přibližně 95 °C. — [937, 545, 1178, 554]
list-item: • Chcete-li přístroj vypnout, je třeba jej odpojit ze zásuvky. — [363, 309, 604, 318]
list-item: 1. Vložte potraviny a přísady do vnitřního hrnce. — [357, 564, 610, 573]
list-item: 5. Soovitud minutite arvu valimiseks vajutage minutinuppu (Min.). — [1791, 596, 2044, 605]
steps-list — [635, 177, 897, 300]
table-row — [1209, 457, 1471, 470]
table-cell: 20 minut až 2 hodiny — [191, 554, 291, 576]
list-item: 4. Stiskněte tlačítko doby vaření (Cooking time) a jednotka hodin začne na displeji blikat. — [357, 1136, 610, 1155]
table-row — [1209, 971, 1471, 1002]
list-item: • Soojana hoidmise režiimi väljalülitamiseks võite vajutada katkestusnuppu (Off/Warm). — [1797, 1003, 2038, 1022]
steps-list — [922, 63, 1184, 165]
list-item: • Chcete-li funkci udržování teploty vypnout, můžete stisknout tlačítko pro zrušení (Off/Warm). — [363, 289, 604, 308]
list-item: • Eelseadistatud toiduaeg on 30 minutit.Valmistusaega saab valida vahemikus 5 kuni 30 minutit. — [1797, 769, 2038, 788]
section-heading: 3 Ülevaade (joonis 2) — [1208, 1166, 1353, 1181]
list-item: • Selle programmi töötemperatuur on ligikaudu 135° C. — [1510, 1248, 1751, 1257]
list-item: 4. Doplňte vodu na hladinu, která je indikována na stupnici uvnitř vnitřního hrnce a která odpovídá počtu použitých odměrek rýže. Poté uhlaďte povrch rýže. — [71, 884, 324, 903]
steps-list — [635, 1249, 897, 1278]
list-item: • Ärge sisemisse nõusse pange sisemisel nõul täheldatud veetaseme ülempiiri, kuna see võib põhjustada toidu väljavoolamist. — [1510, 741, 1751, 759]
callout-letter: l — [65, 344, 74, 353]
steps-list — [635, 759, 897, 819]
list-item: 1. Vložte potraviny a přísady do vnitřního hrnce. — [357, 1105, 610, 1114]
table-cell: Během vaření vytéká z víceúčelového vařiče voda. — [1209, 813, 1298, 844]
table-cell: Rizoto — [62, 454, 98, 467]
part-label: Tlačítko pro uvolnění víka — [76, 258, 152, 266]
subsection-heading: Risoto valmistamine (joonis 6) — [1495, 1070, 1757, 1082]
table-cell: Rýže není uvařená. — [1209, 664, 1298, 685]
subsection-heading: Ohřev (obr. 12) — [635, 904, 897, 915]
section-heading: 4 Multicooker'i kasutamine — [1495, 403, 1671, 418]
table-row — [1496, 105, 1757, 117]
list-item: 6. Seade lülitub automaatselt soojana hoidmise režiimile. — [1791, 150, 2044, 159]
list-item: 5. Stiskněte tlačítko doby vaření (Cooking time) a jednotka minut začne na displeji blikat. — [644, 971, 897, 989]
overview-table — [61, 231, 324, 303]
table-cell: 5,0 l — [1385, 457, 1470, 470]
list-item: 9. Kui programm on lõppenud, kuulete paari piiksu ning valitud küpsetusprogrammi tuli kustub. — [1791, 1188, 2044, 1207]
list-item: • Teplota pro tento program je přibližně 135 °C. — [363, 522, 604, 531]
steps-list — [348, 168, 610, 248]
list-item: • Chcete-li přístroj vypnout, je třeba jej odpojit ze zásuvky. — [650, 1088, 891, 1097]
list-item: 2. Stiskněte tlačítko nabídky (Menu), dokud se nevybere požadovaná funkce vaření. — [931, 619, 1184, 628]
table-cell: 5 minut až 2 hodiny — [191, 576, 291, 598]
list-item: • Výchozí doba vaření je 1 hodina. Můžete vybrat dobu vaření od 20 minut do 10 hodin. — [650, 116, 891, 134]
list-item: 3. Pange eelnevalt pestud riis sisemisse nõusse. — [1504, 623, 1757, 633]
list-item: 3. Proveďte kroky 6 a 7 uvedené v části „Příprava před vařením“. — [644, 950, 897, 959]
table-cell: 45 minut — [291, 554, 323, 576]
callout-letter: o — [65, 382, 74, 391]
list-item: 3. Täitke pool sisemisest nõust veega, sulgege kaan ja pistke pistik pistikupessa.Valige keetmisfunktsioon; süttib Boil märgutuli. — [1504, 481, 1757, 500]
table-row — [1496, 263, 1757, 275]
list-item: 2. Järgige osas "Ettevalmistused enne söögi valmistamist" toodud samme nr 6 ja 7. — [1504, 1096, 1757, 1105]
part-label: Vnitřní hrnec — [76, 246, 114, 253]
list-item: • Tuto funkci je nutno používat s otevřeným víkem. — [650, 443, 891, 452]
list-item: 9. Víceúčelový vařič automaticky přejde do režimu udržování teploty. — [644, 1031, 897, 1041]
list-item: • Teplota pro tento program je přibližně 135 °C. — [363, 127, 604, 136]
table-row — [1496, 357, 1757, 397]
table-cell: Smažení — [62, 517, 98, 529]
table-cell: JAH — [1550, 313, 1599, 344]
list-item: • Soojana hoidmise režiimi väljalülitamiseks võite vajutada katkestusnuppu (Off/Warm). — [1797, 739, 2038, 757]
part-label: Nupp „Menu“ (menüü) — [1510, 119, 1575, 127]
table-cell — [1209, 580, 1298, 602]
table-cell: Ovládání teploty má poruchu. Odneste přístroj ke svému prodejci Philips nebo do autorizovaného servisu společnosti Philips. — [1297, 760, 1470, 791]
table-cell: 25 minutit — [1719, 301, 1757, 313]
list-item: 2. Rýži důkladně propláchněte. — [71, 863, 324, 873]
part-label: Rukojeť vařiče — [207, 271, 250, 278]
list-item: 1. Pange koostisained sisemisse nõusse. — [1791, 544, 2044, 554]
column-7: Pilaffi valmistamine (joonis 6) 1. Vahustage pilaffi valmistamiseks vajalikke koostisaineid põhjalikult. 2. Järgige osas "Ettevalmistused enne söögi valmistamist" toodud samme nr 6 ja 7. 3. Vajutage menüünuppu (Menu) kuni pilaffi valmistamise programm (Pilaff) on valitud. 4. Töö alustamiseks vajutage käivitusnuppu (Start). 5. Kui programm on lõppenud, kuulete paari piiksu ning valitud küpsetusprogrammi tuli kustub. 6. Seade lülitub automaatselt soojana hoidmise režiimile. 7. Süttib soojana hoidmise märgutuli. ✱ Soovitus • Soojana hoidmise režiimi väljalülitamiseks võite vajutada katkestusnuppu (Off/Warm). • Seadme välja lülitamiseks peate toitejuhtme pistikupesast eemaldama. • Eelseadistatud küpsetusaeg on 40 minutit ja seda ei saa reguleerida. • Selle programmi töötemperatuur on ligikaudu 135° C. Moosi keetmine (joonis 7) 1. Pange koostisained sisemisse nõusse. 2. Järgige osas "Ettevalmistused enne söögi valmistamist" toodud samme nr 6 ja 7. 3. Vajutage menüünuppu (Menu) kuni moosi keetmise programm (Jam) on valitud. 4. Vajutage valmistamisaja nuppu (Cooking time), ning ekraanil hakkab vilkuma tunni ühik. 5. Soovitud tundide arvu valimiseks vajutage tunninuppu (Hr.). 6. Kui soovitud tundide arv on valitud, vajutage uuesti valmistamisaja nupule (Cooking time) ning ekraanil hakkab vilkuma minutite ühik. 7. Soovitud minutite arvu valimiseks vajutage minutinuppu (Min.). 8. Töö alustamiseks vajutage käivitusnuppu (Start). 9. Kui programm on lõppenud, kuulete paari piiksu ning valitud küpsetusprogrammi tuli kustub. 10. Seade lülitub automaatselt soojana hoidmise režiimile. ↳ Süttib soojana hoidmise märgutuli. ✱ Soovitus • Soojana hoidmise režiimi väljalülitamiseks võite vajutada katkestusnuppu (Off/Warm). • Seadme välja lülitamiseks peate toitejuhtme pistikupesast eemaldama. • Eelseadistatud toiduvalmistusaeg on 2 tundi.Valmistusaega saab valida vahemikus 1 kuni 4 tundi. • Selle programmi töötemperatuur on ligikaudu 90° C. Keetmine (joonis 8) 1. Pange koostisained sisemisse nõusse. 2. Järgige osas "Ettevalmistused enne söögi valmistamist" toodud samme nr 6 ja 7. 3. Vajutage menüünuppu (Menu) kuni keetmisprogramm (Boil) on valitud. 4. Vajutage valmistamisaja nuppu (Cooking time), ning ekraanil hakkab vilkuma minutite ühik. 5. Soovitud minutite arvu valimiseks vajutage minutinuppu (Min.). 6. Töö alustamiseks vajutage käivitusnuppu (Start). 7. Kui programm on lõppenud, kuulete paari piiksu ning valitud küpsetusprogrammi tuli kustub. 8. Seade lülitub automaatselt soojana hoidmise režiimile. ↳ Süttib soojana hoidmise märgutuli. ▬ Märkus. • Valmistusaja loendust alustatakse alles hetkest, mil vesi keema hakkab ning aja loendamine toimub kahanevas järjekorras. ✱ Soovitus • Soojana hoidmise režiimi väljalülitamiseks võite vajutada katkestusnuppu (Off/Warm). • Seadme välja lülitamiseks peate toitejuhtme pistikupesast eemaldama. • Eelseadistatud toiduaeg on 30 minutit.Valmistusaega saab valida vahemikus 5 kuni 30 minutit. • Selle programmi töötemperatuur on ligikaudu 95° C. Hautamine (joonis 9) 1. Pange koostisained sisemisse nõusse. 2. Järgige osas "Ettevalmistused enne söögi valmistamist" toodud samme nr 6 ja 7. 3. Vajutage menüünuppu (Menu) kuni hautamise programm (Stew) on valitud. 4. Vajutage valmistamisaja nuppu (Cooking time), ning ekraanil hakkab vilkuma tunni ühik. 5. Soovitud tundide arvu valimiseks vajutage tunninuppu (Hr.). 6. Kui soovitud tundide arv on valitud, vajutage uuesti valmistamisaja nupule (Cooking time) ning ekraanil hakkab vilkuma minutite ühik. 7. Soovitud minutite arvu valimiseks vajutage minutinuppu (Min.). 8. Töö alustamiseks vajutage käivitusnuppu (Start). 9. Kui programm on lõppenud, kuulete paari piiksu ning valitud küpsetusprogrammi tuli kustub. 10. Seade lülitub automaatselt soojana hoidmise režiimile. ↳ Süttib soojana hoidmise märgutuli. ✱ Soovitus • Soojana hoidmise režiimi väljalülitamiseks võite vajutada katkestusnuppu (Off/Warm). • Seadme välja lülitamiseks peate toitejuhtme pistikupesast eemaldama. • Eelseadistatud toiduaeg on 1 tund.Valmistusaega saab valida vahemikus 20 minutit kuni 10 tundi. • Selle programmi töötemperatuur on ligikaudu 90° C. Frittimine (joonis 10) 1. Pange koostisained sisemisse nõusse. 2. Järgige osas "Ettevalmistused enne söögi valmistamist" toodud sammu nr 6. 3. Sisestage pistik pistikupessa. 4. Vajutage menüünuppu (Menu) kuni frittimise programm(Fry) on valitud. 5. Vajutage valmistamisaja nuppu (Cooking time), ning ekraanil hakkab vilkuma minuti ühik. 6. Soovitud minutite arvu valimiseks vajutage minutinuppu (Min.). 7. Töö alustamiseks vajutage käivitusnuppu (Start). 8. Frittimise ajal segage toitu pidevalt spaatliga. 9. Kui programm on lõppenud, kuulete paari piiksu ning valitud küpsetusprogrammi tuli kustub. 10. Seade lülitub automaatselt soojana hoidmise režiimile. ↳ Süttib soojana hoidmise märgutuli. — [1782, 63, 2044, 1230]
list-item: 2. Skleněnou nádobu vložte do vnitřního hrnce. Ujistěte se, že nádoba je utěsněná. — [644, 582, 897, 591]
part-label: Aurulava eemaldatav kork — [1354, 1235, 1431, 1242]
column-4: 6. Stiskněte tlačítko hodin (Hr.) a nastavte požadovanou jednotku hodin. 7. Po nastavení jednotky hodin znovu stiskněte tlačítko doby vaření (Cooking time). Na displeji začne blikat jednotka minut. 8. Stiskněte tlačítko minut (Min.) a nastavte požadovanou jednotku minut. 9. Stiskněte tlačítko teploty (Temperature) a na displeji začne blikat výchozí teplota vaření. 10. Stiskněte tlačítko teploty (Temperature) a nastavte požadovanou teplotu pečení. 11. Stisknutím tlačítka spuštění (Start) spusťte vaření. 12. Po dokončení pečení se ozve několik pípnutí a kontrolka zvolené funkce zhasne. 13. Víceúčelový vařič automaticky přejde do režimu udržování teploty. Vaření v páře (obr. 14) 1. Pomocí odměrky odměřte několik šálků vody. 2. Nalijte vodu do vnitřního hrnce. 3. Do vnitřního hrnce vložte napařovací košík. 4. Vložte potraviny do napařovacího košíku. 5. Zavřete víko víceúčelového vařiče a zapojte vařič do síťové zásuvky. 6. Stiskněte tlačítko nabídky (Menu), dokud se nevybere funkce vaření v páře (Steaming). 7. Stiskněte tlačítko doby vaření (Cooking time) a jednotka hodin začne na displeji blikat. 8. Stiskněte tlačítko hodin (Hr.) a nastavte požadovanou jednotku hodin. 9. Po nastavení jednotky hodin znovu stiskněte tlačítko doby vaření (Cooking time). Na displeji začne blikat jednotka minut. 10. Stiskněte tlačítko minut (Min.) a nastavte požadovanou jednotku minut. 11. Stisknutím tlačítka spuštění (Start) spusťte vaření. 12. Po dokončení vaření se ozve několik pípnutí a kontrolka zvolené funkce zhasne. 13. Víceúčelový vařič automaticky přejde do režimu udržování teploty. 14. Opatrně otevřete víko a vyjměte potraviny uvařené v páře z talíře nebo z napařovacího košíku. ▬ Poznámka • Doba vaření se spustí, jakmile se voda začne vařit. Čas se zobrazuje jako odpočítávání. • Při vyjímání pokrmu z napařovacího košíku použijte kuchyňské chňapky nebo utěrku, protože talíř a napařovací košík budou velice horké. • Pokud vaříte rýži a současně vaříte pokrm v páře, dbejte, abyste odměřili takové množství rýže, které povoluje dostatečný prostor pro napařovací podložku. • Hladina vody na stupnici uvnitř vnitřního hrnce by se měla pohybovat mezi značkou 2 a 4. ✱ Upozornění • Chcete-li funkci udržování teploty vypnout, můžete stisknout tlačítko pro zrušení (Off/Warm). • Chcete-li přístroj vypnout, je třeba jej odpojit ze zásuvky. • Výchozí doba vaření v páře je 30 minut. Můžete vybrat dobu vaření od 5 minut do 2 hodin. • Teplota pro tento program je přibližně 95 °C. Předvolba doby pro odložené vaření (obr. 15) Můžete předem nastavit dobu pro odložené vaření v různých režimech vaření. Časovač předvolebn nabízí dobu od 10 minut do 24 hodin. 1. Proveďte kroky 6 a 7 uvedené v části „Příprava před vařením“. 2. Stiskněte tlačítko nabídky (Menu), dokud se nevybere požadovaná funkce vaření. 3. Stiskněte tlačítko časovače předvoleb (Preset). 4. Stiskněte tlačítko hodin (Hr.) a minut (Min.) a nastavte dobu předvolby. 5. Stisknutím tlačítka spuštění (Start) potvrďte dobu předvolby. 6. Vaření bude dokončeno po uplynutí doby předvolby. Ozve se několik pípnutí a kontrolka zvolené funkce vaření zhasne. 7. Víceúčelový vařič automaticky přejde do režimu udržování teploty. ▬ Poznámka • Časovač předvolebn není k dispozici v režimu smažení (Fry) a pečení (Bake). ✱ Upozornění • Po nastavení doby předvolby můžete stisknout tlačítko pro zrušení (Off/Warm) a deaktivovat tak funkci předvolby. • Chcete-li přístroj vypnout, je třeba jej odpojit ze zásuvky. • Chcete-li funkci udržování teploty vypnout, můžete stisknout tlačítko pro zrušení (Off/Warm). Režim udržování teploty Víceúčelový vařič nabízí snadné ovládání režimu udržování teploty. • Pokud přímo stisknete tlačítko pro spuštění (Start), jakmile vyberete funkci vaření pomocí tlačítka nabídky (Menu), rozsvítí se indikátor udržování teploty. Po dokončení vaření se přepne víceúčelový vařič přímo do režimu udržování teploty. • Pokud nejprve stisknete tlačítko udržování teploty a poté tlačítko pro spuštění (Start), jakmile vyberete funkci vaření pomocí tlačítka nabídky (Menu), indikátor udržování teploty bude zhasnutý. Po dokončení vaření se přepne víceúčelový vařič v pohotovostním režimu. ▬ Poznámka • S výjimkou funkce pro přípravu jogurtu umožňují všechny funkce vaření přejít do režimu udržování teploty (Off/Warm). • V pohotovostním režimu můžete stisknutím tlačítka pro udržování teploty (Off/Warm) přejít do režimu udržování teploty. • V režimu udržování teploty můžete stisknutím tlačítka pro udržování teploty (Off/Warm) přejít do pohotovostního režimu. ✱ Upozornění • Chcete-li přístroj vypnout, je třeba jej odpojit ze zásuvky. • Teplota pro tento program je přibližně 73 °C. — [922, 63, 1184, 1070]
table-cell: 40 minut — [291, 442, 323, 454]
list-item: 1. Odměřte rýži pomocí dodané odměrky. — [71, 853, 324, 862]
table-cell: 42 minutit — [1719, 275, 1757, 288]
callout-letter: i — [1343, 1222, 1352, 1231]
list-item: • Chcete-li přístroj vypnout, je třeba jej odpojit ze zásuvky. — [363, 1042, 604, 1051]
